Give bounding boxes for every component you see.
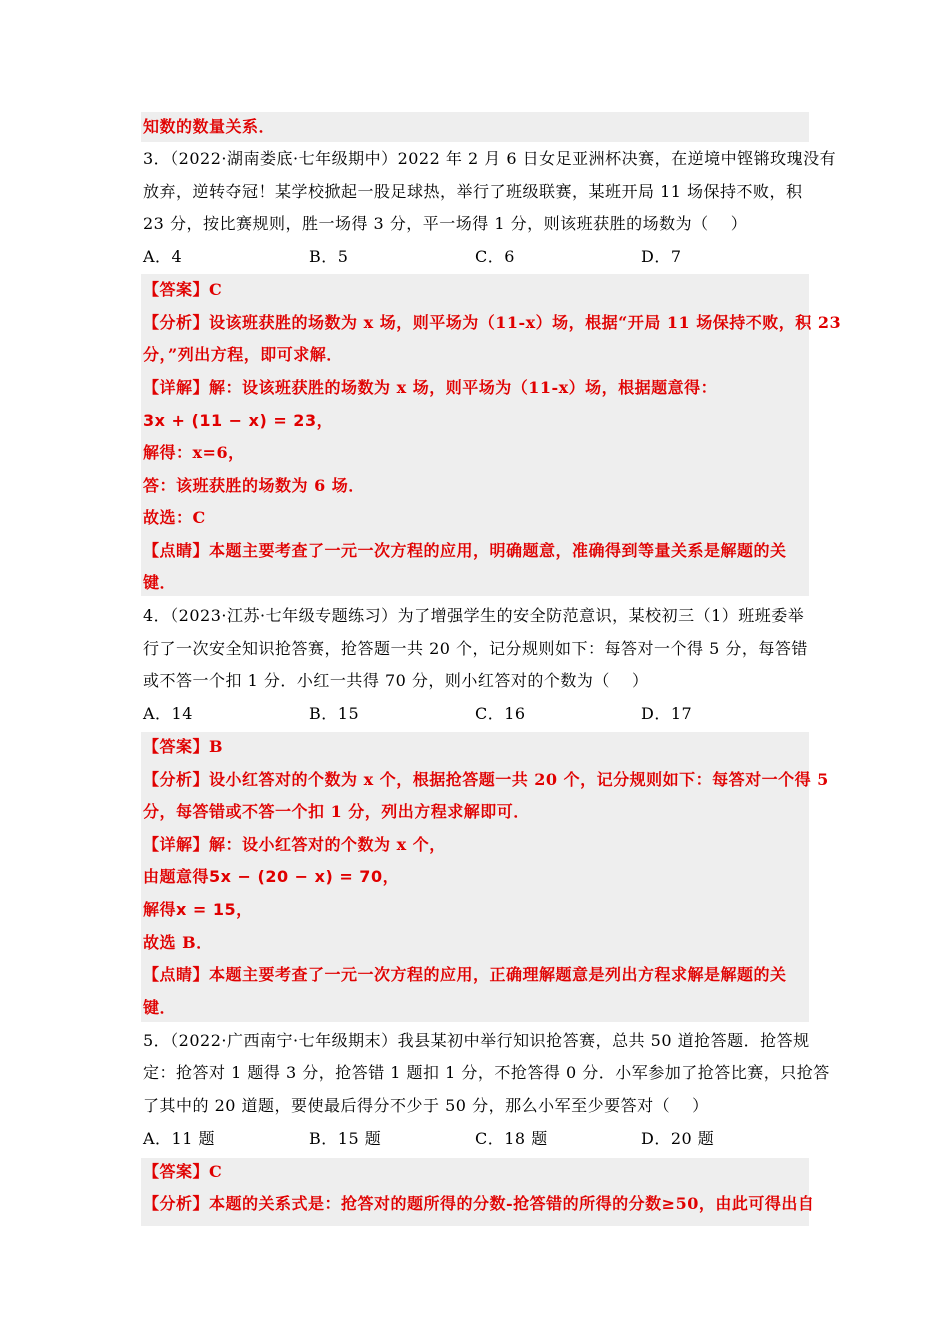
analysis-text: 分，”列出方程，即可求解． — [143, 345, 343, 364]
detail-text: 解：设该班获胜的场数为 x 场，则平场为（11-x）场，根据题意得： — [209, 378, 718, 397]
analysis-tag: 【分析】 — [143, 313, 210, 332]
option-c: C．18 题 — [475, 1129, 548, 1148]
analysis-line — [143, 764, 829, 796]
question-3-text: 3．（2022·湖南娄底·七年级期中）2022 年 2 月 6 日女足亚洲杯决赛，在逆境中铿锵玫瑰没有 — [143, 149, 837, 168]
option-c: C．6 — [475, 247, 515, 266]
detail-line — [143, 829, 446, 861]
choice-text: 故选：C — [143, 508, 206, 527]
analysis-line — [143, 1188, 814, 1220]
option-a: A．4 — [143, 247, 183, 266]
option-b: B．15 题 — [309, 1129, 382, 1148]
comment-tag: 【点睛】 — [143, 965, 210, 984]
comment-text: 本题主要考查了一元一次方程的应用，正确理解题意是列出方程求解是解题的关 — [209, 965, 787, 984]
comment-text: 键． — [143, 573, 177, 592]
option-a: A．14 — [143, 704, 193, 723]
answer-value: B — [209, 737, 224, 756]
comment-text: 本题主要考查了一元一次方程的应用，明确题意，准确得到等量关系是解题的关 — [209, 541, 787, 560]
option-d: D．17 — [641, 704, 693, 723]
question-5-text: 定：抢答对 1 题得 3 分，抢答错 1 题扣 1 分，不抢答得 0 分．小军参加了抢答比赛，只抢答 — [143, 1063, 830, 1082]
option-d: D．7 — [641, 247, 682, 266]
question-4-text: 或不答一个扣 1 分．小红一共得 70 分，则小红答对的个数为（ ） — [143, 671, 649, 690]
question-4-text: 行了一次安全知识抢答赛，抢答题一共 20 个，记分规则如下：每答对一个得 5 分，每答错 — [143, 639, 808, 658]
answer-line — [143, 274, 222, 306]
analysis-tag: 【分析】 — [143, 770, 210, 789]
answer-line — [143, 731, 223, 763]
solution-text: 解得x = 15， — [143, 900, 253, 919]
equation: 由题意得5x − (20 − x) = 70， — [143, 867, 400, 886]
analysis-text: 本题的关系式是：抢答对的题所得的分数-抢答错的所得的分数≥50，由此可得出自 — [209, 1194, 815, 1213]
answer-tag: 【答案】 — [143, 280, 210, 299]
answer-value: C — [209, 280, 223, 299]
conclusion-text: 答：该班获胜的场数为 6 场． — [143, 476, 365, 495]
comment-text: 键． — [143, 998, 177, 1017]
detail-tag: 【详解】 — [143, 835, 210, 854]
comment-tag: 【点睛】 — [143, 541, 210, 560]
comment-line — [143, 959, 787, 991]
analysis-tag: 【分析】 — [143, 1194, 210, 1213]
analysis-text: 设该班获胜的场数为 x 场，则平场为（11-x）场，根据“开局 11 场保持不败，积 23 — [209, 313, 842, 332]
question-3-text: 23 分，按比赛规则，胜一场得 3 分，平一场得 1 分，则该班获胜的场数为（ ） — [143, 214, 748, 233]
analysis-text: 分，每答错或不答一个扣 1 分，列出方程求解即可． — [143, 802, 530, 821]
analysis-text: 设小红答对的个数为 x 个，根据抢答题一共 20 个，记分规则如下：每答对一个得 5 — [209, 770, 829, 789]
analysis-line — [143, 307, 841, 339]
equation: 3x + (11 − x) = 23， — [143, 411, 334, 430]
question-3-text: 放弃，逆转夺冠！某学校掀起一股足球热，举行了班级联赛，某班开局 11 场保持不败，积 — [143, 182, 803, 201]
answer-value: C — [209, 1162, 223, 1181]
option-d: D．20 题 — [641, 1129, 715, 1148]
option-a: A．11 题 — [143, 1129, 216, 1148]
answer-tag: 【答案】 — [143, 1162, 210, 1181]
question-5-text: 5．（2022·广西南宁·七年级期末）我县某初中举行知识抢答赛，总共 50 道抢答题．抢答规 — [143, 1031, 810, 1050]
option-c: C．16 — [475, 704, 526, 723]
detail-text: 解：设小红答对的个数为 x 个， — [209, 835, 446, 854]
answer-text: 知数的数量关系． — [143, 117, 276, 136]
question-5-text: 了其中的 20 道题，要使最后得分不少于 50 分，那么小军至少要答对（ ） — [143, 1096, 709, 1115]
option-b: B．5 — [309, 247, 349, 266]
question-3-options — [143, 241, 810, 273]
question-4-options — [143, 698, 810, 730]
choice-text: 故选 B． — [143, 933, 213, 952]
answer-tag: 【答案】 — [143, 737, 210, 756]
question-4-text: 4．（2023·江苏·七年级专题练习）为了增强学生的安全防范意识，某校初三（1）班班委举 — [143, 606, 805, 625]
detail-tag: 【详解】 — [143, 378, 210, 397]
solution-text: 解得：x=6， — [143, 443, 245, 462]
comment-line — [143, 535, 787, 567]
answer-line — [143, 1156, 222, 1188]
question-5-options — [143, 1123, 810, 1155]
detail-line — [143, 372, 717, 404]
option-b: B．15 — [309, 704, 360, 723]
